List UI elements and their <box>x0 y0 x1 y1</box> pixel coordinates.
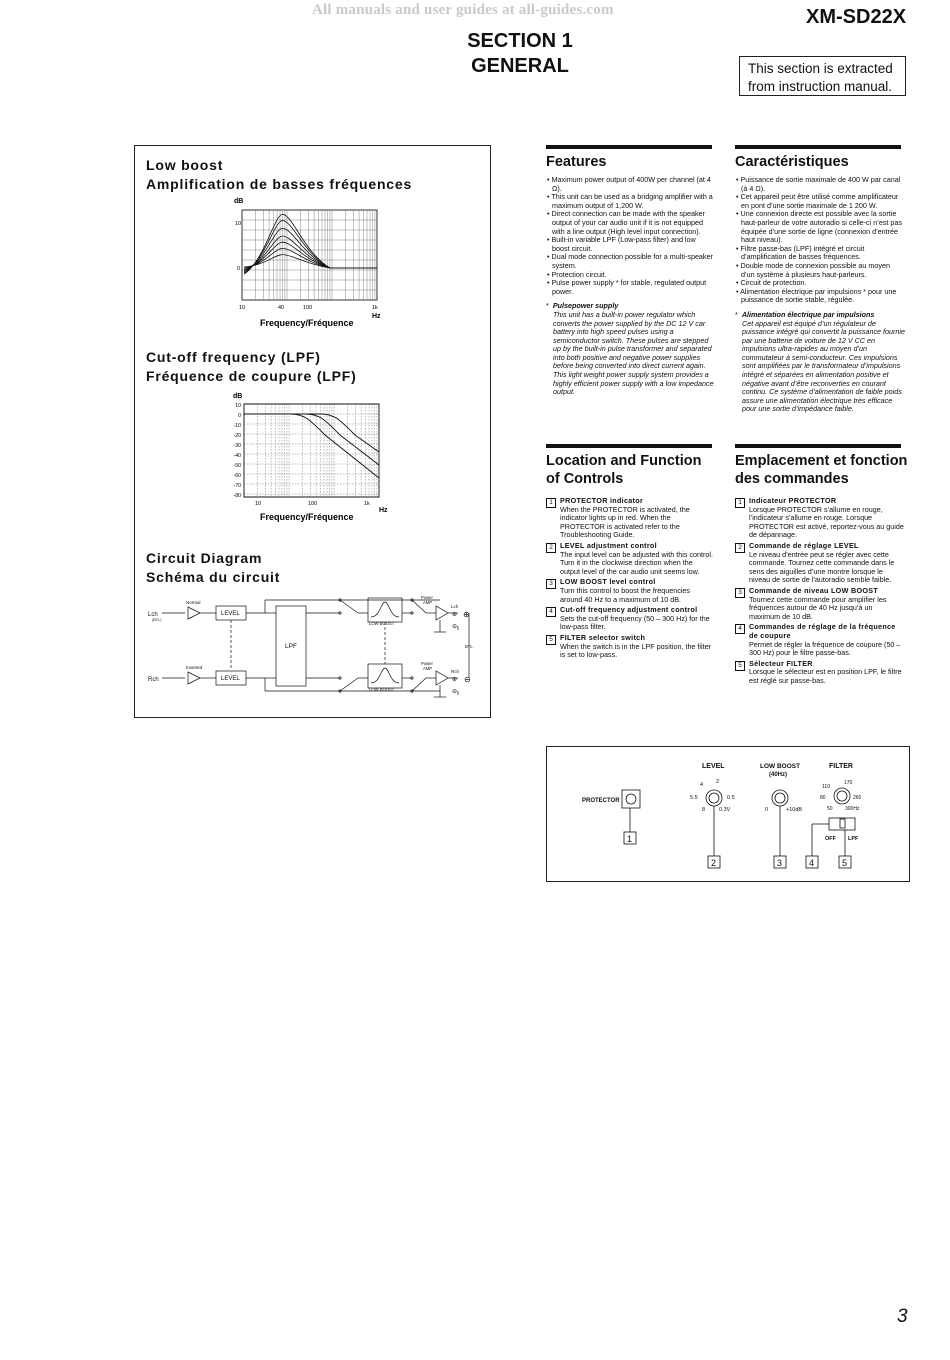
features-rule <box>546 145 712 149</box>
cutoff-title-fr: Fréquence de coupure (LPF) <box>146 368 357 384</box>
circuit-power-amp-l-1: Power <box>421 595 433 600</box>
cutoff-ylabel: dB <box>233 393 243 400</box>
control-title: Cut-off frequency adjustment control <box>560 605 698 615</box>
emplacement-title <box>735 452 907 488</box>
circuit-plus-l: ⊕ <box>452 612 458 618</box>
circuit-level-r: LEVEL <box>221 676 240 682</box>
cutoff-title <box>146 348 357 386</box>
emplacement-list <box>735 495 905 685</box>
features-bullet: • Built-in variable LPF (Low-pass filter) and low boost circuit. <box>547 235 696 253</box>
control-title: PROTECTOR indicator <box>560 496 644 505</box>
filter-mark-300hz: 300Hz <box>845 806 860 812</box>
features-title: Features <box>546 154 607 170</box>
cutoff-curves <box>244 414 379 478</box>
features-note-text: This unit has a built-in power regulator which converts the power supplied by the DC 12 V car battery into high speed pulses using a semiconductor switch. These pulses are stepped up by the built-in pulse transformer and separated into both positive and negative power supplies before being converted into direct current again. This light weight power supply system provides a highly efficient power supply with a low impedance output. <box>553 309 714 397</box>
protector-label: PROTECTOR <box>582 798 620 804</box>
cutoff-ytick: -60 <box>233 473 241 479</box>
callout-number: 1 <box>735 498 745 508</box>
low-boost-title-fr: Amplification de basses fréquences <box>146 176 413 192</box>
low-boost-title-en: Low boost <box>146 157 224 173</box>
cutoff-ytick: 10 <box>235 403 241 409</box>
location-item-3 <box>546 578 714 604</box>
circuit-level-l: LEVEL <box>221 611 240 617</box>
caracteristiques-note-title: * Alimentation électrique par impulsions <box>735 309 875 319</box>
control-title: Sélecteur FILTER <box>749 658 813 668</box>
features-bullet: • Pulse power supply * for stable, regulated output power. <box>547 278 707 296</box>
level-mark-0-3v: 0.3V <box>719 807 731 813</box>
caracteristiques-title: Caractéristiques <box>735 154 849 170</box>
circuit-inverted: Inverted <box>186 665 203 670</box>
features-body <box>546 176 714 397</box>
control-title: Indicateur PROTECTOR <box>749 496 837 505</box>
location-list <box>546 495 714 660</box>
caracteristiques-bullet: • Une connexion directe est possible avec la sortie haut-parleur de votre autoradio si celle-ci n’est pas équipée d’une sortie de ligne (connexion d’entrée haut niveau). <box>736 209 903 245</box>
note-line-2: from instruction manual. <box>748 79 893 94</box>
section-line-1: SECTION 1 <box>467 30 573 52</box>
level-mark-2: 2 <box>716 779 720 785</box>
cutoff-ytick: -80 <box>233 493 241 499</box>
cutoff-yticks <box>234 403 242 499</box>
location-item-5 <box>546 634 714 660</box>
location-item-2 <box>546 542 714 576</box>
cutoff-ytick: -70 <box>233 483 241 489</box>
cutoff-ytick: -50 <box>233 463 241 469</box>
callout-number: 3 <box>546 579 556 589</box>
emplacement-item-2 <box>735 542 905 585</box>
section-line-2: GENERAL <box>471 55 569 77</box>
location-title-2: of Controls <box>546 471 624 487</box>
circuit-lch: Lch <box>148 612 158 618</box>
control-text: Le niveau d’entrée peut se régler avec cette commande. Tournez cette commande dans le sens des aiguilles d’une montre lorsque le niveau de sortie de l’autoradio semble faible. <box>749 549 895 585</box>
circuit-title-fr: Schéma du circuit <box>146 569 281 585</box>
co-xlabel: Frequency/Fréquence <box>260 512 354 522</box>
callout-number: 2 <box>735 543 745 553</box>
caracteristiques-bullet: • Circuit de protection. <box>736 278 807 288</box>
caracteristiques-bullet: • Double mode de connexion possible au moyen d’un système à plusieurs haut-parleurs. <box>736 260 890 279</box>
low-boost-curve <box>244 214 377 274</box>
low-boost-graph <box>220 195 390 330</box>
caracteristiques-note-text: Cet appareil est équipé d’un régulateur de puissance intégré qui convertit la puissance fournie par une batterie de voiture de 12 V CC en impulsions ultra-rapides au moyen d’un commutateur à semi-conducteur. Ces impulsions sont amplifiées par le transformateur d’impulsions intégré et séparées en alimentation positive et négative avant d’être reconverties en courant continu. Ce système d’alimentation de faible poids assure une alimentation électrique très efficace pour une sortie d’impédance faible. <box>742 318 906 414</box>
filter-mark-170: 170 <box>844 780 853 786</box>
emplacement-title-2: des commandes <box>735 471 849 487</box>
location-item-1 <box>546 497 714 540</box>
circuit-normal: Normal <box>186 600 201 605</box>
caracteristiques-body <box>735 176 905 414</box>
controls-illustration <box>546 746 910 882</box>
level-mark-8: 8 <box>702 807 706 813</box>
callout-5: 5 <box>842 858 848 868</box>
lb-ytick-10: 10 <box>235 221 242 227</box>
watermark: All manuals and user guides at all-guides.com <box>312 2 614 18</box>
callout-number: 2 <box>546 543 556 553</box>
caracteristiques-bullet: • Filtre passe-bas (LPF) intégré et circuit d’amplification de basses fréquences. <box>736 243 865 262</box>
callout-3: 3 <box>777 858 783 868</box>
low-boost-mark-10db: +10dB <box>786 807 803 813</box>
control-text: Tournez cette commande pour amplifier les fréquences autour de 40 Hz jusqu’à un maximum de 10 dB. <box>749 594 887 621</box>
control-text: When the PROTECTOR is activated, the indicator lights up in red. When the PROTECTOR is activated refer to the Troubleshooting Guide. <box>560 504 690 540</box>
emplacement-item-1 <box>735 497 905 540</box>
callout-number: 1 <box>546 498 556 508</box>
lb-xtick-10: 10 <box>239 305 246 311</box>
lb-xunit: Hz <box>372 313 381 320</box>
location-item-4 <box>546 606 714 632</box>
caracteristiques-bullet: • Cet appareil peut être utilisé comme amplificateur en pont d’une sortie maximale de 1 200 W. <box>736 192 899 210</box>
co-xunit: Hz <box>379 507 388 514</box>
control-text: Lorsque PROTECTOR s’allume en rouge, l’indicateur s’allume en rouge. Lorsque PROTECTOR est activé, reportez-vous au guide de dépannage. <box>749 504 904 540</box>
control-title: Commande de niveau LOW BOOST <box>749 585 879 595</box>
location-title <box>546 452 701 488</box>
circuit-rch: Rch <box>148 677 159 683</box>
lb-xtick-100: 100 <box>303 305 313 311</box>
low-boost-title <box>146 156 412 194</box>
low-boost-ylabel: dB <box>234 198 244 205</box>
cutoff-knob[interactable] <box>834 788 850 804</box>
callout-2: 2 <box>711 858 717 868</box>
control-text: Sets the cut-off frequency (50 – 300 Hz) for the low-pass filter. <box>560 613 710 632</box>
callout-1: 1 <box>627 834 633 844</box>
control-text: The input level can be adjusted with this control. Turn it in the clockwise direction when the output level of the car audio unit seems low. <box>560 549 714 576</box>
emplacement-item-5 <box>735 660 905 686</box>
emplacement-item-4 <box>735 623 905 657</box>
level-mark-5-5: 5.5 <box>690 795 698 801</box>
circuit-lch-out: Lch <box>451 604 459 609</box>
caracteristiques-rule <box>735 145 901 149</box>
note-line-1: This section is extracted <box>748 61 893 76</box>
filter-mark-50: 50 <box>827 806 833 812</box>
model-number: XM-SD22X <box>806 6 907 28</box>
circuit-minus-l: ⊖ <box>452 624 458 630</box>
low-boost-knob[interactable] <box>772 790 788 806</box>
circuit-power-amp-r-1: Power <box>421 661 433 666</box>
co-xtick-10: 10 <box>255 501 262 507</box>
features-note-title: * Pulsepower supply <box>546 301 619 311</box>
control-title: Commande de réglage LEVEL <box>749 540 859 550</box>
lb-ytick-0: 0 <box>237 266 241 272</box>
callout-number: 5 <box>735 661 745 671</box>
low-boost-mark-0: 0 <box>765 807 769 813</box>
control-text: Permet de régler la fréquence de coupure (50 – 300 Hz) pour le filtre passe-bas. <box>749 639 901 658</box>
circuit-btl-minus: ⊖ <box>464 675 471 684</box>
control-title: FILTER selector switch <box>560 632 646 642</box>
control-title: Commandes de réglage de la fréquence de coupure <box>749 622 896 640</box>
circuit-low-boost-l: LOW BOOST <box>369 621 395 626</box>
lb-xtick-40: 40 <box>278 305 285 311</box>
cutoff-curve <box>244 414 379 478</box>
level-mark-0-5: 0.5 <box>727 795 735 801</box>
level-label: LEVEL <box>702 763 725 770</box>
extract-note-box <box>739 56 906 96</box>
co-xtick-1k: 1k <box>364 501 370 507</box>
callout-number: 5 <box>546 635 556 645</box>
cutoff-ytick: -20 <box>233 433 241 439</box>
control-text: Turn this control to boost the frequencies around 40 Hz to a maximum of 10 dB. <box>560 585 690 604</box>
callout-number: 4 <box>735 624 745 634</box>
protector-housing <box>622 790 640 808</box>
emplacement-item-3 <box>735 587 905 621</box>
cutoff-ytick: -40 <box>233 453 241 459</box>
filter-label: FILTER <box>829 763 853 770</box>
cutoff-ytick: 0 <box>238 413 241 419</box>
co-xtick-100: 100 <box>308 501 318 507</box>
cutoff-curve <box>244 414 379 452</box>
filter-mark-260: 260 <box>853 795 862 801</box>
cutoff-ytick: -10 <box>233 423 241 429</box>
features-bullet: • Direct connection can be made with the speaker output of your car audio unit if it is not equipped with a line output (High level input connection). <box>547 209 705 236</box>
features-bullet: • This unit can be used as a bridging amplifier with a maximum output of 1,200 W. <box>547 192 713 210</box>
page-number: 3 <box>897 1306 908 1327</box>
section-title <box>430 29 610 79</box>
cutoff-ytick: -30 <box>233 443 241 449</box>
level-knob[interactable] <box>706 790 722 806</box>
location-rule <box>546 444 712 448</box>
callout-number: 3 <box>735 588 745 598</box>
level-mark-4: 4 <box>700 782 704 788</box>
circuit-btl: BTL <box>465 644 473 649</box>
low-boost-label: LOW BOOST <box>760 763 801 770</box>
cutoff-graph <box>220 390 395 525</box>
circuit-minus-r: ⊖ <box>452 689 458 695</box>
circuit-lpf: LPF <box>285 643 297 650</box>
features-bullet: • Protection circuit. <box>547 269 607 279</box>
control-text: Lorsque le sélecteur est en position LPF, le filtre est réglé sur passe-bas. <box>749 667 902 685</box>
low-boost-sub: (40Hz) <box>769 772 788 778</box>
low-boost-curves <box>244 214 377 274</box>
emplacement-title-1: Emplacement et fonction <box>735 453 908 469</box>
callout-4: 4 <box>809 858 815 868</box>
circuit-lch-btl: (BTL) <box>152 618 162 622</box>
low-boost-curve <box>244 248 377 268</box>
features-bullet: • Maximum power output of 400W per channel (at 4 Ω). <box>547 175 711 193</box>
circuit-title <box>146 549 280 587</box>
control-title: LOW BOOST level control <box>560 577 656 587</box>
circuit-power-amp-r-2: AMP <box>423 666 433 671</box>
lb-xlabel: Frequency/Fréquence <box>260 318 354 328</box>
cutoff-grid <box>244 404 379 497</box>
control-title: LEVEL adjustment control <box>560 540 657 550</box>
circuit-power-amp-l-2: AMP <box>423 600 433 605</box>
cutoff-frame <box>244 404 379 497</box>
circuit-plus-r: ⊕ <box>452 677 458 683</box>
callout-number: 4 <box>546 607 556 617</box>
filter-off: OFF <box>825 836 836 842</box>
caracteristiques-bullet: • Alimentation électrique par impulsions * pour une puissance de sortie stable, régulée. <box>736 286 897 305</box>
protector-led <box>626 794 636 804</box>
circuit-diagram <box>140 592 485 710</box>
filter-mark-80: 80 <box>820 795 826 801</box>
caracteristiques-bullet: • Puissance de sortie maximale de 400 W par canal (à 4 Ω). <box>736 175 901 193</box>
location-title-1: Location and Function <box>546 453 702 469</box>
circuit-btl-plus: ⊕ <box>463 610 470 619</box>
features-bullet: • Dual mode connection possible for a multi-speaker system. <box>547 252 713 270</box>
circuit-low-boost-r: LOW BOOST <box>369 687 395 692</box>
filter-lpf: LPF <box>848 836 859 842</box>
cutoff-title-en: Cut-off frequency (LPF) <box>146 349 321 365</box>
lb-xtick-1k: 1k <box>372 305 378 311</box>
filter-mark-110: 110 <box>822 784 830 790</box>
emplacement-rule <box>735 444 901 448</box>
circuit-rch-out: Rch <box>451 669 460 674</box>
control-text: When the switch is in the LPF position, the filter is set to low-pass. <box>560 641 712 660</box>
circuit-title-en: Circuit Diagram <box>146 550 263 566</box>
